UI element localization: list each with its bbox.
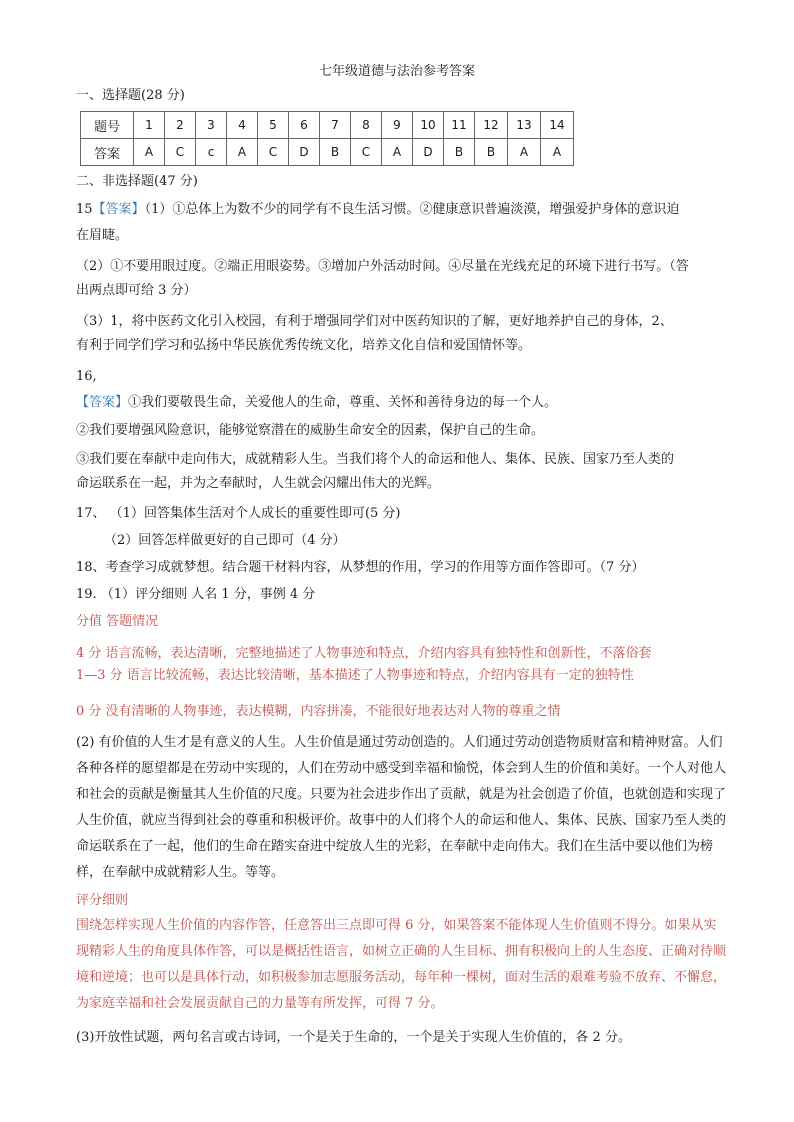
q16-l1-text: ①我们要敬畏生命，关爱他人的生命，尊重、关怀和善待身边的每一个人。 [128, 395, 558, 410]
table-cell: A [382, 139, 413, 166]
q15-p1-line2: 在眉睫。 [76, 228, 129, 243]
table-cell: 4 [227, 112, 258, 139]
q15-p3-line1: （3）1，将中医药文化引入校园，有利于增强同学们对中医药知识的了解，更好地养护自己的身体，2、 [76, 314, 673, 329]
score-table-header: 分值 答题情况 [76, 614, 159, 629]
table-cell: C [258, 139, 289, 166]
table-cell: 12 [475, 112, 508, 139]
section-nonchoice-heading: 二、非选择题(47 分) [76, 174, 198, 189]
table-cell: 2 [165, 112, 196, 139]
table-cell: A [227, 139, 258, 166]
rubric-title: 评分细则 [76, 893, 129, 908]
q19-part2-paragraph: (2) 有价值的人生才是有意义的人生。人生价值是通过劳动创造的。人们通过劳动创造物质财富和精神财富。人们各种各样的愿望都是在劳动中实现的，人们在劳动中感受到幸福和愉悦，体会到人生的价值和美好。一个人对他人和社会的贡献是衡量其人生价值的尺度。只要为社会进步作出了贡献，就是为社会创造了价值，也就创造和实现了人生价值，就应当得到社会的尊重和积极评价。故事中的人们将个人的命运和他人、集体、民族、国家乃至人类的命运联系在了一起，他们的生命在踏实奋进中绽放人生的光彩，在奉献中走向伟大。我们在生活中要以他们为榜样，在奉献中成就精彩人生。等等。 [76, 735, 727, 880]
q15-p1-text: （1）①总体上为数不少的同学有不良生活习惯。②健康意识普遍淡漠，增强爱护身体的意识迫 [144, 202, 680, 217]
q15-line-1 [76, 202, 734, 218]
table-cell: C [351, 139, 382, 166]
q16-line-3a: ③我们要在奉献中走向伟大，成就精彩人生。当我们将个人的命运和他人、集体、民族、国家乃至人类的 [76, 452, 675, 467]
answer-table [80, 111, 574, 166]
score-row-4: 4 分 语言流畅，表达清晰，完整地描述了人物事迹和特点，介绍内容具有独特性和创新性，不落俗套 [76, 646, 652, 661]
table-cell: 3 [196, 112, 227, 139]
table-cell: B [444, 139, 475, 166]
q15-p3-line2: 有利于同学们学习和弘扬中华民族优秀传统文化，培养文化自信和爱国情怀等。 [76, 338, 532, 353]
table-row [81, 139, 574, 166]
answer-tag: 【答案】 [76, 395, 129, 410]
table-cell: 9 [382, 112, 413, 139]
table-cell: B [475, 139, 508, 166]
table-cell: A [541, 139, 574, 166]
table-cell: B [320, 139, 351, 166]
table-cell: c [196, 139, 227, 166]
score-row-0: 0 分 没有清晰的人物事迹，表达模糊，内容拼凑，不能很好地表达对人物的尊重之情 [76, 704, 561, 719]
q16-number: 16, [76, 369, 97, 384]
table-cell: D [289, 139, 320, 166]
table-cell: 13 [508, 112, 541, 139]
table-cell: 5 [258, 112, 289, 139]
table-row [81, 112, 574, 139]
table-cell: 11 [444, 112, 475, 139]
q16-line-2: ②我们要增强风险意识，能够觉察潜在的威胁生命安全的因素，保护自己的生命。 [76, 423, 545, 438]
q16-line-1 [76, 395, 734, 411]
table-cell: 1 [134, 112, 165, 139]
score-row-1-3: 1—3 分 语言比较流畅，表达比较清晰，基本描述了人物事迹和特点，介绍内容具有一定的独特性 [76, 668, 634, 683]
page-title: 七年级道德与法治参考答案 [318, 64, 475, 79]
q17-line-1: 17、 （1）回答集体生活对个人成长的重要性即可(5 分) [76, 506, 401, 521]
table-cell: C [165, 139, 196, 166]
table-cell: A [134, 139, 165, 166]
q15-p2-line1: （2）①不要用眼过度。②端正用眼姿势。③增加户外活动时间。④尽量在光线充足的环境下进行书写。（答 [76, 259, 689, 274]
section-choice-heading: 一、选择题(28 分) [76, 88, 185, 103]
table-cell: 14 [541, 112, 574, 139]
rubric-paragraph: 围绕怎样实现人生价值的内容作答，任意答出三点即可得 6 分，如果答案不能体现人生价值则不得分。如果从实现精彩人生的角度具体作答，可以是概括性语言，如树立正确的人生目标、拥有积极向上的人生态度、正确对待顺境和逆境；也可以是具体行动，如积极参加志愿服务活动，每年种一棵树，面对生活的艰难考验不放弃、不懈怠，为家庭幸福和社会发展贡献自己的力量等有所发挥，可得 7 分。 [76, 918, 727, 1011]
q15-number: 15 [76, 202, 93, 217]
table-cell: 8 [351, 112, 382, 139]
table-cell: A [508, 139, 541, 166]
table-cell: D [413, 139, 444, 166]
table-cell: 10 [413, 112, 444, 139]
q19-part3: (3)开放性试题，两句名言或古诗词，一个是关于生命的，一个是关于实现人生价值的，各 2 分。 [76, 1030, 631, 1045]
answer-tag: 【答案】 [92, 202, 145, 217]
q18-line: 18、考查学习成就梦想。结合题干材料内容，从梦想的作用，学习的作用等方面作答即可。（7 分） [76, 560, 645, 575]
table-cell: 6 [289, 112, 320, 139]
q16-line-3b: 命运联系在一起，并为之奉献时，人生就会闪耀出伟大的光辉。 [76, 476, 441, 491]
table-cell: 7 [320, 112, 351, 139]
q19-line-1: 19. （1）评分细则 人名 1 分，事例 4 分 [76, 587, 316, 602]
q15-p2-line2: 出两点即可给 3 分） [76, 283, 197, 298]
table-header-cell: 答案 [81, 139, 134, 166]
q17-line-2: （2）回答怎样做更好的自己即可（4 分） [104, 533, 346, 548]
table-header-cell: 题号 [81, 112, 134, 139]
